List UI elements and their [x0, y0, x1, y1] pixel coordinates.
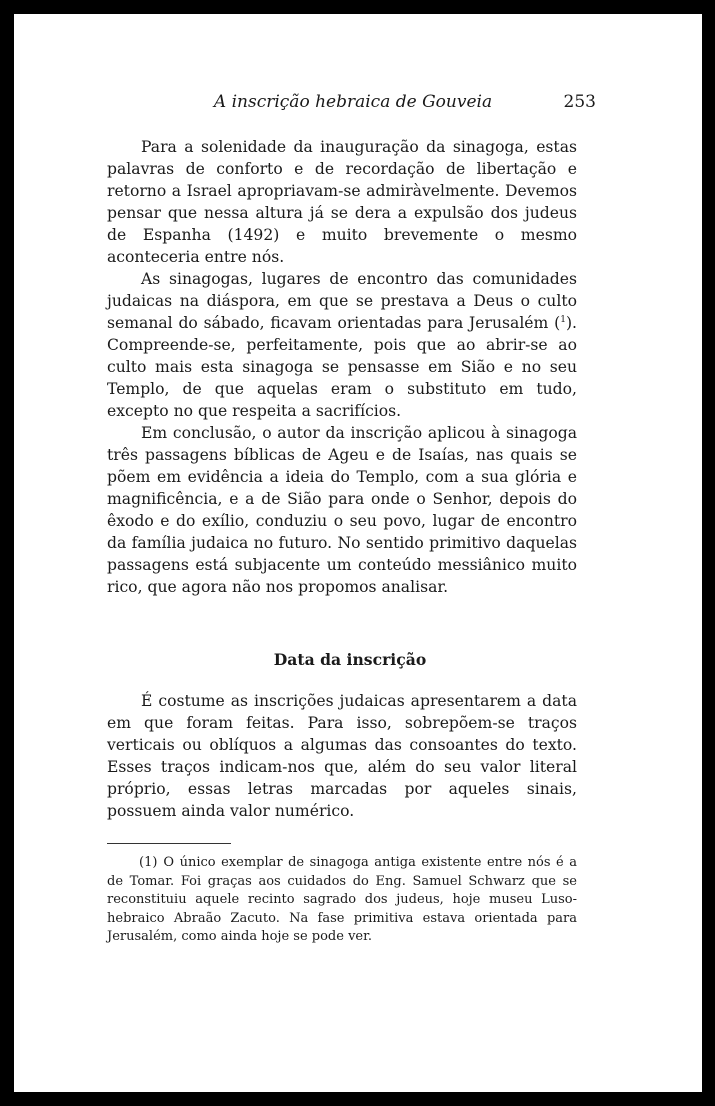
paragraph-1: Para a solenidade da inauguração da sinagoga, estas palavras de conforto e de recordação de libertação e retorno a Israel apropriavam-se admiràvelmente. Devemos pensar que nessa altura já se dera a expulsão dos judeus de Espanha (1492) e muito brevemente o mesmo aconteceria entre nós. [107, 138, 577, 266]
paragraph-4: É costume as inscrições judaicas apresentarem a data em que foram feitas. Para isso, sobrepõem-se traços verticais ou oblíquos a algumas das consoantes do texto. Esses traços indicam-nos que, além do seu valor literal próprio, essas letras marcadas por aqueles sinais, possuem ainda valor numérico. [107, 692, 577, 820]
paragraph-2-text-start: As sinagogas, lugares de encontro das comunidades judaicas na diáspora, em que se prestava a Deus o culto semanal do sábado, ficavam orientadas para Jerusalém ( [107, 270, 577, 332]
paragraph-2 [107, 268, 577, 422]
section-text [107, 690, 577, 822]
running-title: A inscrição hebraica de Gouveia [213, 92, 493, 112]
footnote-mark: (1) [139, 855, 158, 870]
footnote [107, 854, 577, 947]
footnote-text: O único exemplar de sinagoga antiga existente entre nós é a de Tomar. Foi graças aos cuidados do Eng. Samuel Schwarz que se reconstituiu aquele recinto sagrado dos judeus, hoje museu Luso-hebraico Abraão Zacuto. Na fase primitiva estava orientada para Jerusalém, como ainda hoje se pode ver. [107, 855, 577, 944]
footnote-reference: 1 [560, 314, 566, 325]
section-heading: Data da inscrição [273, 650, 427, 669]
main-text [107, 136, 577, 598]
paragraph-3: Em conclusão, o autor da inscrição aplicou à sinagoga três passagens bíblicas de Ageu e de Isaías, nas quais se põem em evidência a ideia do Templo, com a sua glória e magnificência, e a de Sião para onde o Senhor, depois do êxodo e do exílio, conduziu o seu povo, lugar de encontro da família judaica no futuro. No sentido primitivo daquelas passagens está subjacente um conteúdo messiânico muito rico, que agora não nos propomos analisar. [107, 424, 577, 596]
footnote-divider [107, 843, 231, 844]
book-page [14, 14, 702, 1092]
page-header [110, 92, 596, 118]
paragraph-2-text-end: ). Compreende-se, perfeitamente, pois que ao abrir-se ao culto mais esta sinagoga se pensasse em Sião e no seu Templo, de que aquelas eram o substituto em tudo, excepto no que respeita a sacrifícios. [107, 314, 577, 420]
footnote-paragraph [107, 854, 577, 947]
page-number: 253 [563, 92, 596, 112]
